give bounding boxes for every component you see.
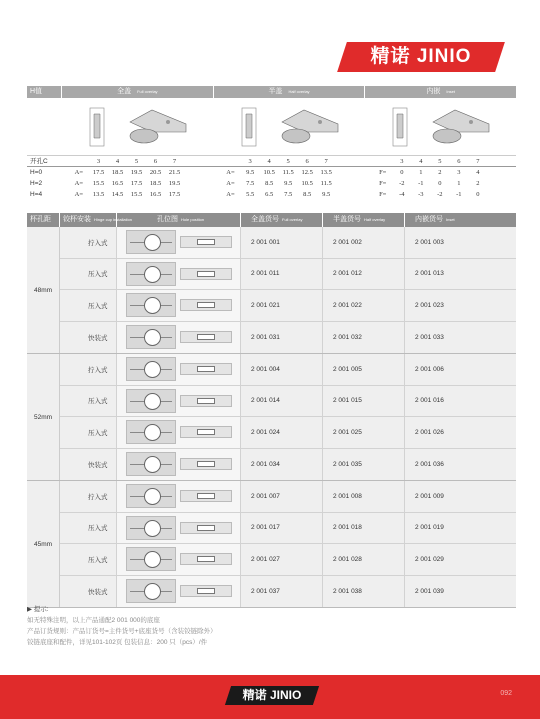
table-row: [60, 354, 516, 386]
inset-code: 2 001 016: [415, 397, 444, 405]
plate-drawing: [180, 395, 232, 407]
col-cup-distance: 杯孔距: [27, 213, 60, 227]
table-row: [60, 449, 516, 481]
table-row: [60, 227, 516, 259]
hole-c-row: 开孔C 3 4 5 6 7 3 4 5 6 7 3 4 5 6 7: [27, 156, 516, 167]
install-type: 压入式: [60, 513, 117, 544]
plate-drawing: [180, 331, 232, 343]
plate-drawing: [180, 426, 232, 438]
hinge-diagram-inset: [364, 98, 516, 155]
spec-table-header: [27, 86, 516, 98]
inset-code: 2 001 006: [415, 365, 444, 373]
half-overlay-code: 2 001 018: [323, 513, 405, 544]
full-overlay-code: 2 001 027: [241, 544, 323, 575]
cup-hole-drawing: [126, 230, 176, 254]
inset-code: 2 001 023: [415, 301, 444, 309]
plate-drawing: [180, 299, 232, 311]
footer-bar: [0, 675, 540, 719]
half-overlay-code: 2 001 035: [323, 449, 405, 481]
brand-logo-text: 精诺 JINIO: [370, 46, 472, 67]
product-table: [27, 213, 516, 608]
table-row: [60, 290, 516, 322]
cup-hole-drawing: [126, 547, 176, 571]
half-overlay-code: 2 001 005: [323, 354, 405, 385]
half-overlay-code: 2 001 022: [323, 290, 405, 321]
cup-hole-drawing: [126, 357, 176, 381]
footer-logo: 精诺 JINIO: [225, 686, 319, 705]
cup-hole-drawing: [126, 579, 176, 603]
half-overlay-code: 2 001 028: [323, 544, 405, 575]
full-overlay-code: 2 001 014: [241, 386, 323, 417]
half-overlay-code: 2 001 002: [323, 227, 405, 258]
hole-position-diagram: [117, 386, 241, 417]
hole-position-diagram: [117, 544, 241, 575]
half-overlay-code: 2 001 015: [323, 386, 405, 417]
hole-position-diagram: [117, 576, 241, 608]
cup-distance: 48mm: [27, 227, 60, 353]
page-number: 092: [500, 690, 512, 697]
inset-code: 2 001 029: [415, 555, 444, 563]
group-full: 全盖 Full overlay: [61, 86, 213, 98]
half-overlay-code: 2 001 038: [323, 576, 405, 608]
install-type: 压入式: [60, 259, 117, 290]
install-type: 拧入式: [60, 354, 117, 385]
hinge-diagram-full: [61, 98, 213, 155]
brand-logo: [337, 42, 505, 72]
hinge-diagram-half: [213, 98, 365, 155]
install-type: 快装式: [60, 449, 117, 481]
half-overlay-code: 2 001 008: [323, 481, 405, 512]
cup-hole-drawing: [126, 389, 176, 413]
full-overlay-code: 2 001 024: [241, 417, 323, 448]
install-type: 快装式: [60, 576, 117, 608]
hole-position-diagram: [117, 449, 241, 481]
full-overlay-code: 2 001 011: [241, 259, 323, 290]
spec-table: [27, 86, 516, 200]
cup-hole-drawing: [126, 484, 176, 508]
note-line: 如无特殊注明，以上产品通配2 001 000的底座: [27, 617, 160, 624]
col-half-code: 半盖货号 Half overlay: [323, 213, 405, 227]
install-type: 压入式: [60, 386, 117, 417]
cup-hole-drawing: [126, 293, 176, 317]
spec-row-h2: H=2 A= 15.5 16.5 17.5 18.5 19.5 A= 7.5 8.5 9.5 10.5 11.5 F= -2 -1 0 1 2: [30, 180, 480, 187]
install-type: 压入式: [60, 544, 117, 575]
inset-code: 2 001 019: [415, 524, 444, 532]
group-inset: 内嵌 Inset: [364, 86, 516, 98]
plate-drawing: [180, 553, 232, 565]
full-overlay-code: 2 001 007: [241, 481, 323, 512]
table-row: [60, 576, 516, 608]
plate-drawing: [180, 268, 232, 280]
cup-hole-drawing: [126, 420, 176, 444]
install-type: 快装式: [60, 322, 117, 354]
notes: [27, 604, 217, 648]
inset-code: 2 001 026: [415, 428, 444, 436]
table-row: [60, 322, 516, 354]
full-overlay-code: 2 001 021: [241, 290, 323, 321]
size-group: [27, 354, 516, 481]
plate-drawing: [180, 236, 232, 248]
note-line: 产品订货规则：产品订货号=主件货号+底座货号（含装铰链除外）: [27, 628, 217, 635]
inset-code: 2 001 036: [415, 460, 444, 468]
inset-code: 2 001 009: [415, 492, 444, 500]
table-row: [60, 417, 516, 449]
hinge-diagrams: [27, 98, 516, 156]
half-overlay-code: 2 001 025: [323, 417, 405, 448]
inset-code: 2 001 033: [415, 333, 444, 341]
full-overlay-code: 2 001 004: [241, 354, 323, 385]
cup-distance: 45mm: [27, 481, 60, 607]
full-overlay-code: 2 001 034: [241, 449, 323, 481]
inset-code: 2 001 013: [415, 270, 444, 278]
spec-row-h0: H=0 A= 17.5 18.5 19.5 20.5 21.5 A= 9.5 10.5 11.5 12.5 13.5 F= 0 1 2 3 4: [30, 169, 480, 176]
full-overlay-code: 2 001 037: [241, 576, 323, 608]
plate-drawing: [180, 490, 232, 502]
half-overlay-code: 2 001 032: [323, 322, 405, 354]
size-group: [27, 227, 516, 354]
inset-code: 2 001 039: [415, 587, 444, 595]
product-table-header: [27, 213, 516, 227]
hole-position-diagram: [117, 259, 241, 290]
hole-position-diagram: [117, 354, 241, 385]
full-overlay-code: 2 001 031: [241, 322, 323, 354]
hole-position-diagram: [117, 290, 241, 321]
cup-hole-drawing: [126, 262, 176, 286]
spec-row-h4: H=4 A= 13.5 14.5 15.5 16.5 17.5 A= 5.5 6.5 7.5 8.5 9.5 F= -4 -3 -2 -1 0: [30, 191, 480, 198]
hole-position-diagram: [117, 227, 241, 258]
install-type: 拧入式: [60, 481, 117, 512]
hole-position-diagram: [117, 481, 241, 512]
col-installation: 铰杯安装 Hinge cup installation: [60, 213, 117, 227]
install-type: 拧入式: [60, 227, 117, 258]
cup-hole-drawing: [126, 325, 176, 349]
col-hole-position: 孔位图 Hole position: [117, 213, 241, 227]
half-overlay-code: 2 001 012: [323, 259, 405, 290]
table-row: [60, 481, 516, 513]
cup-hole-drawing: [126, 452, 176, 476]
table-row: [60, 386, 516, 418]
h-value-label: H值: [30, 88, 43, 95]
hole-position-diagram: [117, 417, 241, 448]
full-overlay-code: 2 001 017: [241, 513, 323, 544]
size-group: [27, 481, 516, 608]
hole-position-diagram: [117, 513, 241, 544]
install-type: 压入式: [60, 290, 117, 321]
hole-position-diagram: [117, 322, 241, 354]
inset-code: 2 001 003: [415, 238, 444, 246]
install-type: 压入式: [60, 417, 117, 448]
note-line: 铰链底座和配件，详见101-102页 包装信息：200 只（pcs）/件: [27, 639, 208, 646]
plate-drawing: [180, 458, 232, 470]
cup-distance: 52mm: [27, 354, 60, 480]
plate-drawing: [180, 585, 232, 597]
table-row: [60, 544, 516, 576]
group-half: 半盖 Half overlay: [213, 86, 365, 98]
notes-title: ▶ 提示:: [27, 606, 49, 613]
table-row: [60, 259, 516, 291]
full-overlay-code: 2 001 001: [241, 227, 323, 258]
plate-drawing: [180, 522, 232, 534]
cup-hole-drawing: [126, 516, 176, 540]
table-row: [60, 513, 516, 545]
col-inset-code: 内嵌货号 Inset: [415, 216, 455, 223]
plate-drawing: [180, 363, 232, 375]
col-full-code: 全盖货号 Full overlay: [241, 213, 323, 227]
